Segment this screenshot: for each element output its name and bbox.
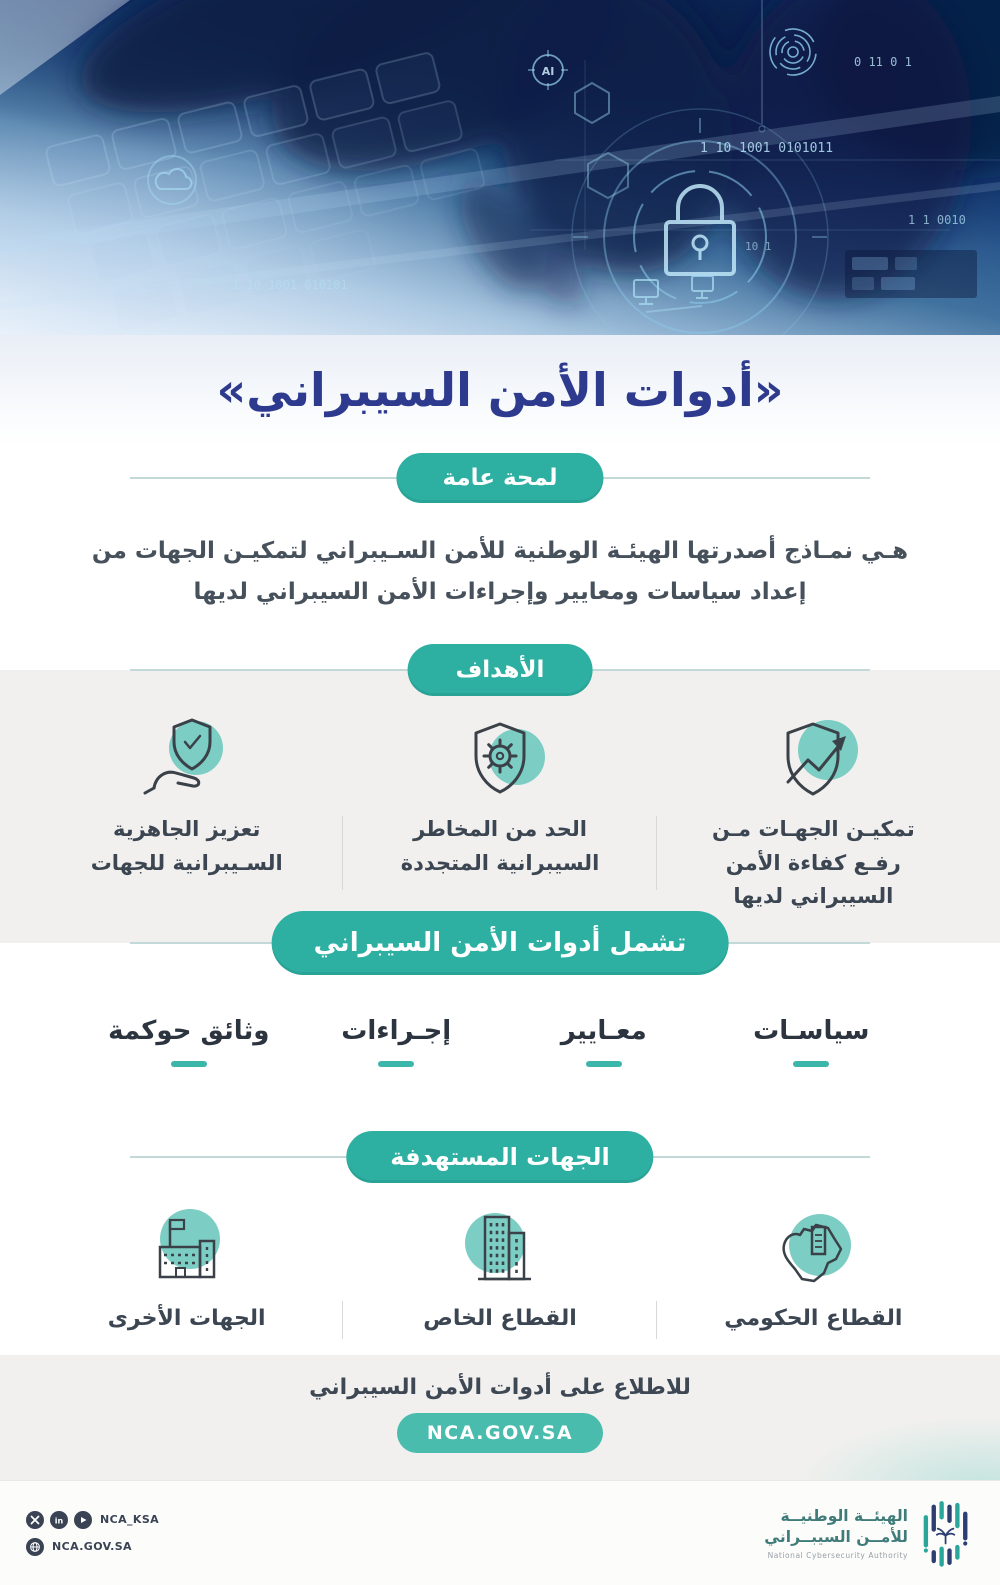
social-handle: NCA_KSA — [100, 1513, 160, 1526]
objective-label: تعزيز الجاهزية السـيبرانية للجهات — [90, 817, 283, 875]
nca-logo-arabic-line1: الهيئــة الوطنيــة — [780, 1507, 908, 1526]
tools-section — [0, 976, 1000, 1131]
target-item — [657, 1201, 970, 1336]
svg-text:0 11 0 1: 0 11 0 1 — [854, 55, 912, 69]
svg-text:1 10 1001 0101011: 1 10 1001 0101011 — [700, 141, 834, 156]
social-block — [26, 1511, 163, 1556]
nca-logo-wordmark — [764, 1506, 908, 1560]
linkedin-icon[interactable] — [50, 1511, 68, 1529]
cta-section — [0, 1355, 1000, 1480]
svg-text:AI: AI — [541, 65, 555, 78]
objective-label: الحد من المخاطر السيبرانية المتجددة — [400, 817, 600, 875]
column-divider — [656, 1301, 657, 1339]
page-title: «أدوات الأمن السيبراني» — [216, 363, 784, 417]
buildings-icon — [445, 1201, 555, 1293]
tool-item — [85, 1016, 293, 1067]
shield-growth-icon — [758, 712, 868, 807]
hero-illustration — [0, 0, 1000, 335]
svg-text:1 10 1001 010101: 1 10 1001 010101 — [232, 278, 348, 292]
tool-label: معـايير — [560, 1016, 647, 1046]
objective-item — [657, 712, 970, 914]
network-icon — [634, 276, 713, 312]
cta-text: للاطلاع على أدوات الأمن السيبراني — [309, 1375, 691, 1400]
column-divider — [342, 1301, 343, 1339]
website-button[interactable]: NCA.GOV.SA — [397, 1413, 603, 1453]
flag-building-icon — [132, 1201, 242, 1293]
social-row — [26, 1511, 163, 1529]
tool-label: سياسـات — [753, 1016, 870, 1046]
tools-pill: تشمل أدوات الأمن السيبراني — [272, 911, 729, 975]
objectives-divider — [0, 644, 1000, 696]
social-row — [26, 1538, 163, 1556]
objectives-section — [0, 696, 1000, 910]
youtube-icon[interactable] — [74, 1511, 92, 1529]
nca-logo — [764, 1496, 974, 1570]
tool-label: إجـراءات — [341, 1016, 452, 1046]
website-handle: NCA.GOV.SA — [52, 1540, 132, 1553]
targets-section — [0, 1183, 1000, 1355]
tool-item — [500, 1016, 708, 1067]
globe-icon[interactable] — [26, 1538, 44, 1556]
nca-logo-emblem — [918, 1496, 974, 1570]
target-label: القطاع الحكومي — [724, 1306, 903, 1331]
saudi-map-icon — [758, 1201, 868, 1293]
tool-item — [708, 1016, 916, 1067]
objective-label: تمكيـن الجهـات مـن رفـع كفاءة الأمن السيبراني لديها — [711, 817, 915, 909]
targets-divider — [0, 1131, 1000, 1183]
hand-shield-icon — [132, 712, 242, 807]
tool-underline — [171, 1061, 207, 1067]
overview-pill: لمحة عامة — [396, 453, 603, 503]
svg-text:1 1 0010: 1 1 0010 — [908, 213, 966, 227]
overview-section — [0, 511, 1000, 644]
tool-underline — [378, 1061, 414, 1067]
tools-divider — [0, 910, 1000, 976]
target-label: الجهات الأخرى — [107, 1306, 266, 1331]
nca-logo-arabic-line2: للأمــن السيبــراني — [764, 1528, 908, 1546]
data-panel — [845, 250, 977, 298]
tool-item — [293, 1016, 501, 1067]
target-item — [343, 1201, 656, 1336]
shield-gear-icon — [445, 712, 555, 807]
objectives-pill: الأهداف — [408, 644, 593, 696]
hero-banner — [0, 0, 1000, 335]
bottom-bar — [0, 1480, 1000, 1585]
tool-underline — [793, 1061, 829, 1067]
tool-underline — [586, 1061, 622, 1067]
targets-pill: الجهات المستهدفة — [346, 1131, 653, 1183]
column-divider — [342, 816, 343, 890]
nca-logo-english: National Cybersecurity Authority — [767, 1550, 908, 1560]
title-section — [0, 335, 1000, 445]
x-icon[interactable] — [26, 1511, 44, 1529]
target-label: القطاع الخاص — [423, 1306, 577, 1331]
target-item — [30, 1201, 343, 1336]
overview-divider — [0, 445, 1000, 511]
svg-text:in: in — [54, 1516, 64, 1525]
objective-item — [30, 712, 343, 914]
objective-item — [343, 712, 656, 914]
column-divider — [656, 816, 657, 890]
overview-text: هـي نمـاذج أصدرتها الهيئـة الوطنية للأمن السـيبراني لتمكيـن الجهات من إعداد سياسات ومعايير وإجراءات الأمن السيبراني لديها — [91, 538, 909, 605]
svg-text:10 1: 10 1 — [745, 240, 772, 253]
tool-label: وثائق حوكمة — [108, 1016, 270, 1046]
